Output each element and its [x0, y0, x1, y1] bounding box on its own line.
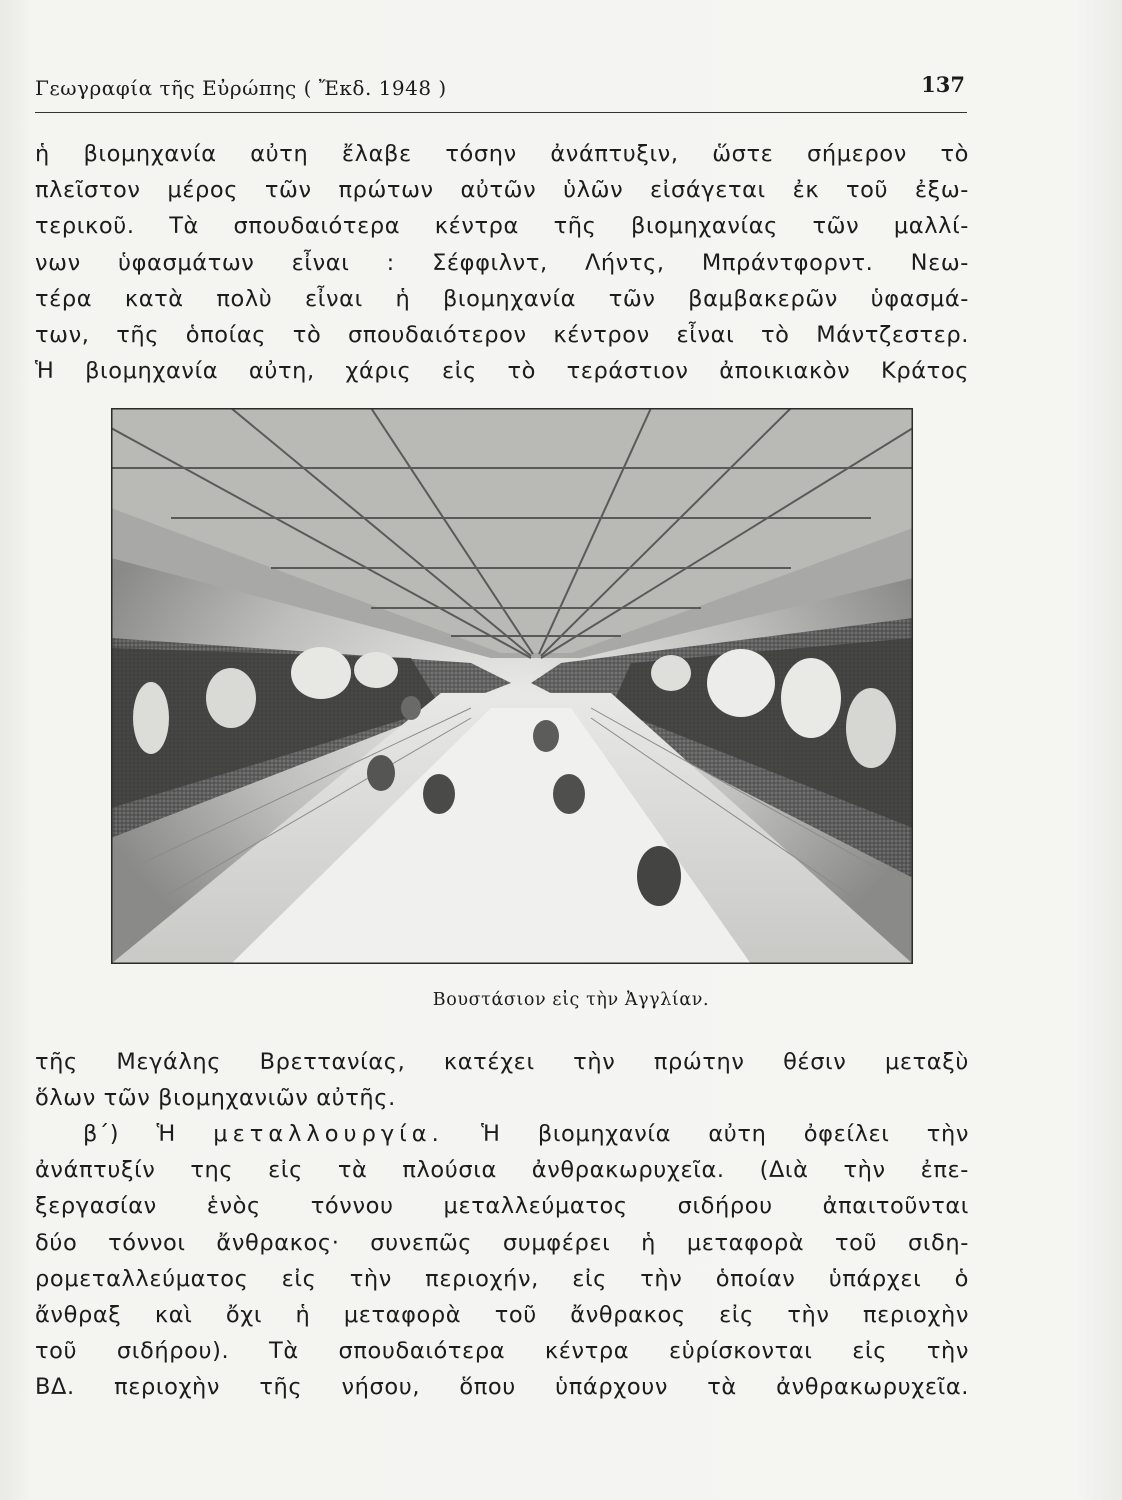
paragraph-bottom: [35, 1044, 969, 1116]
text-line: ἡ βιομηχανία αὐτη ἔλαβε τόσην ἀνάπτυξιν, ὥστε σήμερον τὸ: [35, 141, 969, 167]
section-b-heading: μεταλλουργία.: [213, 1121, 444, 1147]
cowshed-photo: [111, 408, 913, 964]
text-line: τῆς Μεγάλης Βρεττανίας, κατέχει τὴν πρώτην θέσιν μεταξὺ: [35, 1049, 969, 1075]
text-line: ἄνθραξ καὶ ὄχι ἡ μεταφορὰ τοῦ ἄνθρακος εἰς τὴν περιοχὴν: [35, 1301, 969, 1328]
paragraph-top: [35, 136, 969, 389]
text-line: Ἡ βιομηχανία αὐτη, χάρις εἰς τὸ τεράστιον ἀποικιακὸν Κράτος: [35, 358, 969, 385]
text-line: των, τῆς ὁποίας τὸ σπουδαιότερον κέντρον εἶναι τὸ Μάντζεστερ.: [35, 321, 969, 348]
text-line: ΒΔ. περιοχὴν τῆς νήσου, ὅπου ὑπάρχουν τὰ ἀνθρακωρυχεῖα.: [35, 1374, 969, 1401]
text-line: δύο τόννοι ἄνθρακος· συνεπῶς συμφέρει ἡ μεταφορὰ τοῦ σιδη-: [35, 1229, 969, 1256]
section-b: [35, 1116, 969, 1406]
text-line: τέρα κατὰ πολὺ εἶναι ἡ βιομηχανία τῶν βαμβακερῶν ὑφασμά-: [35, 285, 969, 312]
page-number: 137: [921, 72, 965, 97]
figure-caption: Βουστάσιον εἰς τὴν Ἀγγλίαν.: [432, 990, 710, 1010]
text-line: ὅλων τῶν βιομηχανιῶν αὐτῆς.: [35, 1085, 396, 1112]
section-b-first-line: [35, 1116, 969, 1152]
section-b-first-line-text: Ἡ βιομηχανία αὐτη ὀφείλει τὴν: [481, 1121, 969, 1147]
text-line: τοῦ σιδήρου). Τὰ σπουδαιότερα κέντρα εὑρίσκονται εἰς τὴν: [35, 1338, 969, 1365]
text-line: πλεῖστον μέρος τῶν πρώτων αὐτῶν ὑλῶν εἰσάγεται ἐκ τοῦ ἐξω-: [35, 177, 969, 204]
running-title: Γεωγραφία τῆς Εὐρώπης ( Ἔκδ. 1948 ): [35, 76, 447, 100]
text-line: τερικοῦ. Τὰ σπουδαιότερα κέντρα τῆς βιομηχανίας τῶν μαλλί-: [35, 213, 969, 240]
section-b-label: β΄) Ἡ: [83, 1121, 176, 1147]
text-line: ἀνάπτυξίν της εἰς τὰ πλούσια ἀνθρακωρυχεῖα. (Διὰ τὴν ἐπε-: [35, 1157, 969, 1184]
text-line: ξεργασίαν ἑνὸς τόννου μεταλλεύματος σιδήρου ἀπαιτοῦνται: [35, 1193, 969, 1220]
text-line: ρομεταλλεύματος εἰς τὴν περιοχήν, εἰς τὴν ὁποίαν ὑπάρχει ὁ: [35, 1265, 969, 1292]
running-header: [35, 70, 967, 113]
text-line: νων ὑφασμάτων εἶναι : Σέφφιλντ, Λήντς, Μπράντφορντ. Νεω-: [35, 249, 969, 276]
